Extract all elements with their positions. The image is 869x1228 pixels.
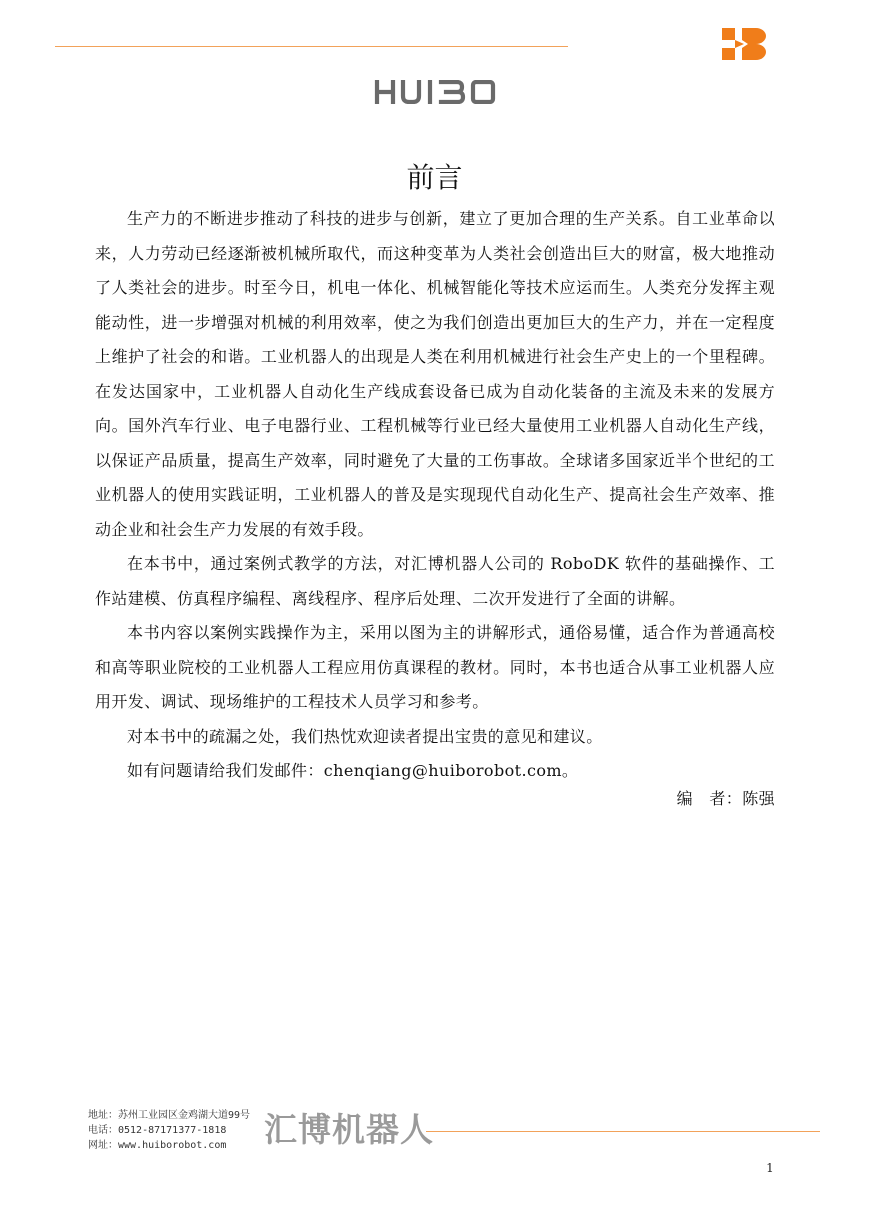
footer-company-name: 汇博机器人 (264, 1110, 434, 1149)
footer-address: 地址：苏州工业园区金鸡湖大道99号 (88, 1110, 251, 1121)
footer-phone: 电话：0512-87171377-1818 (88, 1125, 227, 1136)
footer-rule (426, 1131, 820, 1132)
preface-body (95, 202, 775, 789)
page-number: 1 (766, 1161, 774, 1175)
huibo-wordmark (374, 80, 496, 104)
paragraph-contact-email: 如有问题请给我们发邮件：chenqiang@huiborobot.com。 (127, 761, 579, 780)
footer-contact (88, 1108, 250, 1153)
footer-website: 网址：www.huiborobot.com (88, 1140, 227, 1151)
paragraph-feedback: 对本书中的疏漏之处，我们热忱欢迎读者提出宝贵的意见和建议。 (127, 726, 603, 746)
huibo-logo (0, 80, 869, 104)
paragraph-intro: 生产力的不断进步推动了科技的进步与创新，建立了更加合理的生产关系。自工业革命以来，人力劳动已经逐渐被机械所取代，而这种变革为人类社会创造出巨大的财富，极大地推动了人类社会的进步。时至今日，机电一体化、机械智能化等技术应运而生。人类充分发挥主观能动性，进一步增强对机械的利用效率，使之为我们创造出更加巨大的生产力，并在一定程度上维护了社会的和谐。工业机器人的出现是人类在利用机械进行社会生产史上的一个里程碑。在发达国家中，工业机器人自动化生产线成套设备已成为自动化装备的主流及未来的发展方向。国外汽车行业、电子电器行业、工程机械等行业已经大量使用工业机器人自动化生产线，以保证产品质量，提高生产效率，同时避免了大量的工伤事故。全球诸多国家近半个世纪的工业机器人的使用实践证明，工业机器人的普及是实现现代自动化生产、提高社会生产效率、推动企业和社会生产力发展的有效手段。 (95, 209, 775, 539)
author-signature: 编 者：陈强 (676, 789, 775, 808)
paragraph-book-scope: 在本书中，通过案例式教学的方法，对汇博机器人公司的 RoboDK 软件的基础操作、工作站建模、仿真程序编程、离线程序、程序后处理、二次开发进行了全面的讲解。 (95, 554, 775, 608)
page-title: 前言 (406, 161, 463, 194)
header-rule (55, 46, 568, 47)
paragraph-audience: 本书内容以案例实践操作为主，采用以图为主的讲解形式，通俗易懂，适合作为普通高校和高等职业院校的工业机器人工程应用仿真课程的教材。同时，本书也适合从事工业机器人应用开发、调试、现场维护的工程技术人员学习和参考。 (95, 623, 775, 711)
huibo-brand-mark-icon (722, 28, 766, 60)
